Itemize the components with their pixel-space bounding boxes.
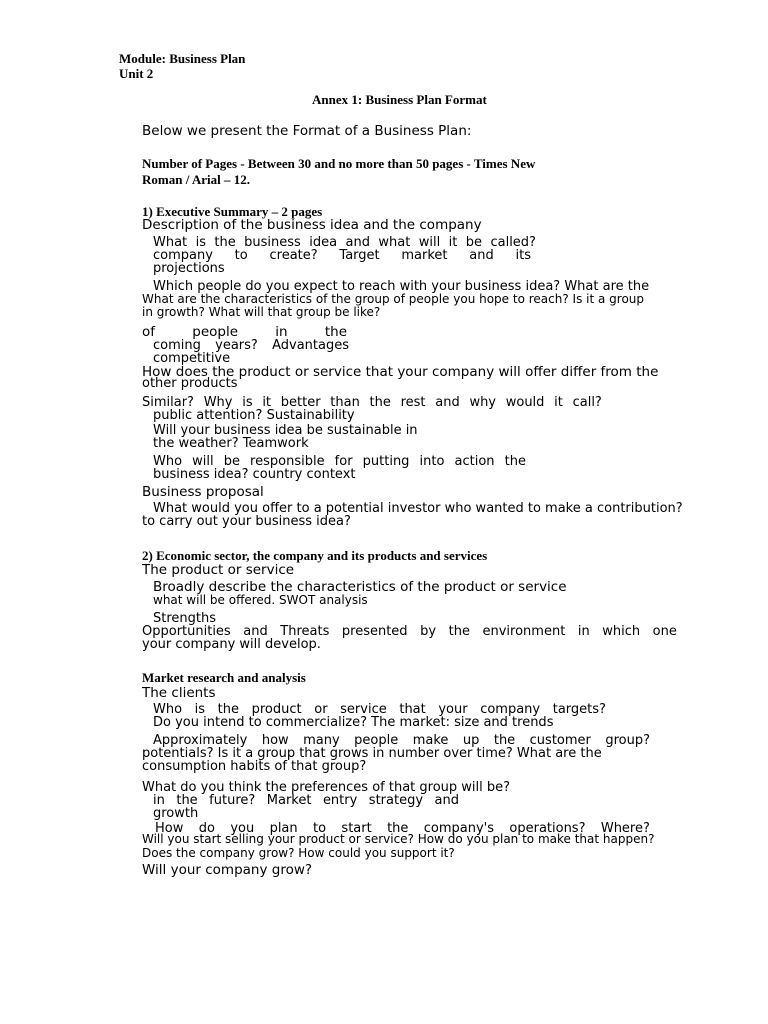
word: it	[262, 395, 272, 410]
section1-q1-line3: projections	[153, 261, 225, 276]
word: Who	[153, 454, 183, 469]
section3-sub-heading: The clients	[142, 685, 216, 701]
word: it	[554, 395, 563, 410]
word: one	[652, 624, 677, 639]
word: and	[435, 395, 460, 410]
word: the	[504, 454, 526, 469]
section3-q2-line3: consumption habits of that group?	[142, 759, 367, 774]
word: and	[243, 624, 268, 639]
word: and	[345, 235, 370, 250]
word: the	[176, 793, 198, 808]
section1-q6-line1: What would you offer to a potential investor who wanted to make a contribution?	[153, 501, 683, 516]
word: be	[223, 454, 240, 469]
word: the	[493, 733, 516, 748]
section3-q5: Will your company grow?	[142, 862, 313, 878]
word: to	[313, 821, 327, 836]
word: is	[195, 235, 206, 250]
module-label: Module: Business Plan	[119, 51, 246, 66]
word: into	[419, 454, 445, 469]
word: the	[214, 235, 236, 250]
word: is	[242, 395, 253, 410]
word: Similar?	[142, 395, 194, 410]
word: product	[251, 702, 302, 717]
pages-note-line2: Roman / Arial – 12.	[142, 172, 250, 187]
word: Why	[203, 395, 233, 410]
word: presented	[341, 624, 408, 639]
word: for	[334, 454, 353, 469]
section3-q2-line2: potentials? Is it a group that grows in number over time? What are the	[142, 746, 602, 761]
word: company's	[423, 821, 495, 836]
word: is	[194, 702, 206, 717]
word: putting	[362, 454, 410, 469]
word: targets?	[552, 702, 606, 717]
word: how	[261, 733, 289, 748]
word: company	[480, 702, 541, 717]
section3-q3-line2	[153, 794, 459, 807]
word: better	[280, 395, 321, 410]
word: years?	[215, 338, 258, 353]
word: and	[469, 248, 494, 263]
word: than	[330, 395, 360, 410]
word: in	[275, 324, 288, 340]
section1-q4-line1: Will your business idea be sustainable in	[153, 423, 418, 438]
section1-q3-line1: How does the product or service that your company will offer differ from the	[142, 364, 659, 380]
word: why	[469, 395, 497, 410]
word: would	[505, 395, 545, 410]
word: you	[230, 821, 255, 836]
word: business	[244, 235, 301, 250]
word: rest	[400, 395, 426, 410]
section3-q1-line2: Do you intend to commercialize? The market: size and trends	[153, 715, 554, 730]
word: it	[448, 235, 458, 250]
section2-q1-line2: what will be offered. SWOT analysis	[153, 593, 368, 607]
section1-q5-line2: business idea? country context	[153, 467, 356, 482]
section1-q2-line2: What are the characteristics of the group of people you hope to reach? Is it a group	[142, 292, 645, 306]
word: the	[448, 624, 470, 639]
word: start	[341, 821, 372, 836]
section1-q6-line2: to carry out your business idea?	[142, 514, 351, 529]
strengths-label: Strengths	[153, 611, 217, 626]
word: plan	[269, 821, 298, 836]
word: the	[217, 702, 239, 717]
word: up	[462, 733, 480, 748]
word: do	[198, 821, 215, 836]
word: market	[401, 248, 448, 263]
intro-text: Below we present the Format of a Business Plan:	[142, 123, 472, 139]
section1-desc-heading: Description of the business idea and the company	[142, 217, 482, 233]
word: the	[387, 821, 409, 836]
section1-q4-line2: the weather? Teamwork	[153, 436, 309, 451]
word: many	[303, 733, 340, 748]
word: its	[515, 248, 531, 263]
word: the	[324, 324, 347, 340]
word: people	[354, 733, 399, 748]
word: Who	[153, 702, 183, 717]
word: be	[465, 235, 483, 250]
word: of	[142, 324, 156, 340]
word: the	[369, 395, 391, 410]
word: create?	[269, 248, 318, 263]
word: Opportunities	[142, 624, 231, 639]
word: coming	[153, 338, 201, 353]
word: make	[412, 733, 449, 748]
word: what	[378, 235, 411, 250]
word: will	[418, 235, 441, 250]
word: call?	[572, 395, 602, 410]
word: in	[153, 793, 165, 808]
word: in	[577, 624, 590, 639]
section3-heading: Market research and analysis	[142, 670, 306, 685]
word: entry	[322, 793, 358, 808]
word: your	[438, 702, 468, 717]
section1-q2-line1: Which people do you expect to reach with your business idea? What are the	[153, 279, 650, 294]
word: idea	[309, 235, 338, 250]
word: operations?	[509, 821, 586, 836]
word: will	[192, 454, 214, 469]
word: responsible	[250, 454, 325, 469]
word: or	[314, 702, 328, 717]
section2-q2-line2: your company will develop.	[142, 637, 321, 652]
word: strategy	[368, 793, 424, 808]
word: Where?	[600, 821, 650, 836]
word: company	[153, 248, 213, 263]
word: environment	[482, 624, 566, 639]
word: that	[399, 702, 426, 717]
unit-label: Unit 2	[119, 66, 154, 81]
word: Threats	[280, 624, 330, 639]
word: by	[420, 624, 437, 639]
word: service	[340, 702, 387, 717]
section1-q3-line2: other products	[142, 376, 238, 391]
word: to	[234, 248, 248, 263]
section2-sub-heading: The product or service	[142, 562, 295, 578]
section2-q1-line1: Broadly describe the characteristics of the product or service	[153, 579, 567, 595]
section1-q2-line6: competitive	[153, 351, 231, 366]
word: What	[153, 235, 188, 250]
business-proposal-heading: Business proposal	[142, 484, 264, 500]
word: action	[454, 454, 495, 469]
annex-title: Annex 1: Business Plan Format	[312, 92, 487, 107]
word: Market	[266, 793, 312, 808]
word: Approximately	[153, 733, 248, 748]
section3-q3-line1: What do you think the preferences of that group will be?	[142, 780, 511, 795]
word: Advantages	[272, 338, 349, 353]
word: future?	[209, 793, 256, 808]
section3-q4-line2: Will you start selling your product or service? How do you plan to make that happen?	[142, 832, 655, 846]
section1-heading: 1) Executive Summary – 2 pages	[142, 204, 323, 219]
section3-q4-line3: Does the company grow? How could you support it?	[142, 846, 455, 860]
word: called?	[490, 235, 536, 250]
word: which	[602, 624, 641, 639]
section1-q2-line3: in growth? What will that group be like?	[142, 305, 381, 319]
section3-q3-line3: growth	[153, 806, 199, 821]
word: customer	[529, 733, 591, 748]
pages-note-line1: Number of Pages - Between 30 and no more than 50 pages - Times New	[142, 156, 536, 171]
word: How	[155, 821, 184, 836]
word: and	[434, 793, 459, 808]
section1-q3-line4: public attention? Sustainability	[153, 408, 355, 423]
word: people	[192, 324, 239, 340]
word: group?	[605, 733, 650, 748]
section2-heading: 2) Economic sector, the company and its products and services	[142, 548, 488, 563]
word: Target	[339, 248, 380, 263]
